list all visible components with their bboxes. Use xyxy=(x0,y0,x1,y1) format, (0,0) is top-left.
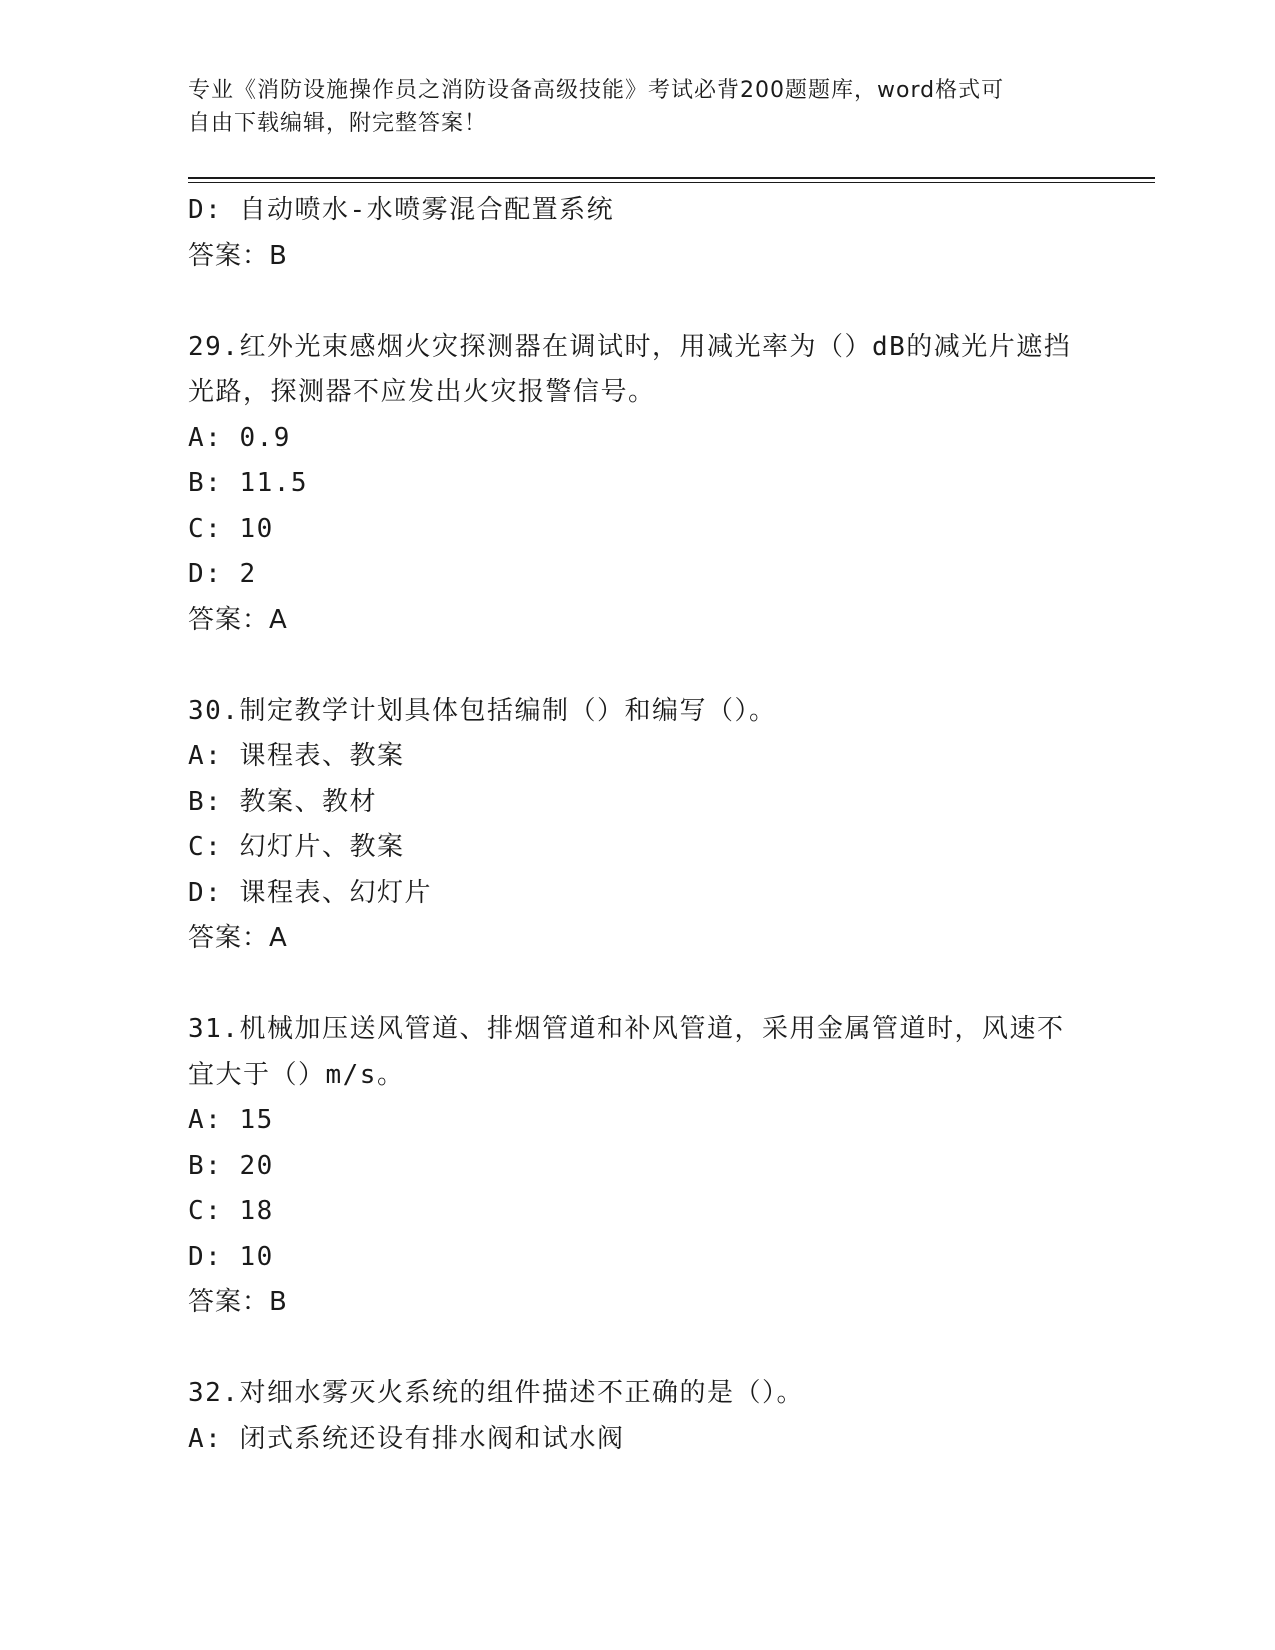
option-a: A: 闭式系统还设有排水阀和试水阀 xyxy=(188,1423,625,1454)
question-30 xyxy=(188,689,1088,962)
option-c: C: 幻灯片、教案 xyxy=(188,832,405,862)
option-d: D: 2 xyxy=(188,559,257,589)
option-d: D: 10 xyxy=(188,1241,274,1272)
option-b: B: 20 xyxy=(188,1150,274,1181)
option-d: D: 自动喷水-水喷雾混合配置系统 xyxy=(188,195,615,225)
header-line-2: 自由下载编辑，附完整答案！ xyxy=(188,111,488,136)
header-rule xyxy=(188,177,1155,183)
option-a: A: 课程表、教案 xyxy=(188,741,405,771)
spacer xyxy=(188,279,1088,325)
option-c: C: 18 xyxy=(188,1196,274,1226)
spacer xyxy=(188,962,1088,1008)
option-d: D: 课程表、幻灯片 xyxy=(188,877,432,908)
option-c: C: 10 xyxy=(188,513,274,544)
answer: 答案：A xyxy=(188,923,288,953)
header-line-1: 专业《消防设施操作员之消防设备高级技能》考试必背200题题库，word格式可 xyxy=(188,78,1005,103)
option-a: A: 15 xyxy=(188,1105,274,1135)
question-29 xyxy=(188,325,1088,644)
question-stem: 29.红外光束感烟火灾探测器在调试时，用减光率为（）dB的减光片遮挡光路，探测器不应发出火灾报警信号。 xyxy=(188,331,1072,407)
question-stem: 30.制定教学计划具体包括编制（）和编写（）。 xyxy=(188,695,777,726)
question-32 xyxy=(188,1371,1088,1462)
answer: 答案：A xyxy=(188,604,288,635)
question-stem: 32.对细水雾灭火系统的组件描述不正确的是（）。 xyxy=(188,1378,804,1408)
spacer xyxy=(188,643,1088,689)
option-a: A: 0.9 xyxy=(188,422,291,453)
question-stem: 31.机械加压送风管道、排烟管道和补风管道，采用金属管道时，风速不宜大于（）m/s。 xyxy=(188,1014,1065,1090)
option-b: B: 教案、教材 xyxy=(188,786,377,817)
answer: 答案：B xyxy=(188,240,288,271)
document-body xyxy=(188,188,1088,1462)
question-31 xyxy=(188,1007,1088,1326)
answer: 答案：B xyxy=(188,1287,288,1317)
spacer xyxy=(188,1326,1088,1372)
page-header xyxy=(188,74,1088,140)
option-b: B: 11.5 xyxy=(188,468,309,498)
